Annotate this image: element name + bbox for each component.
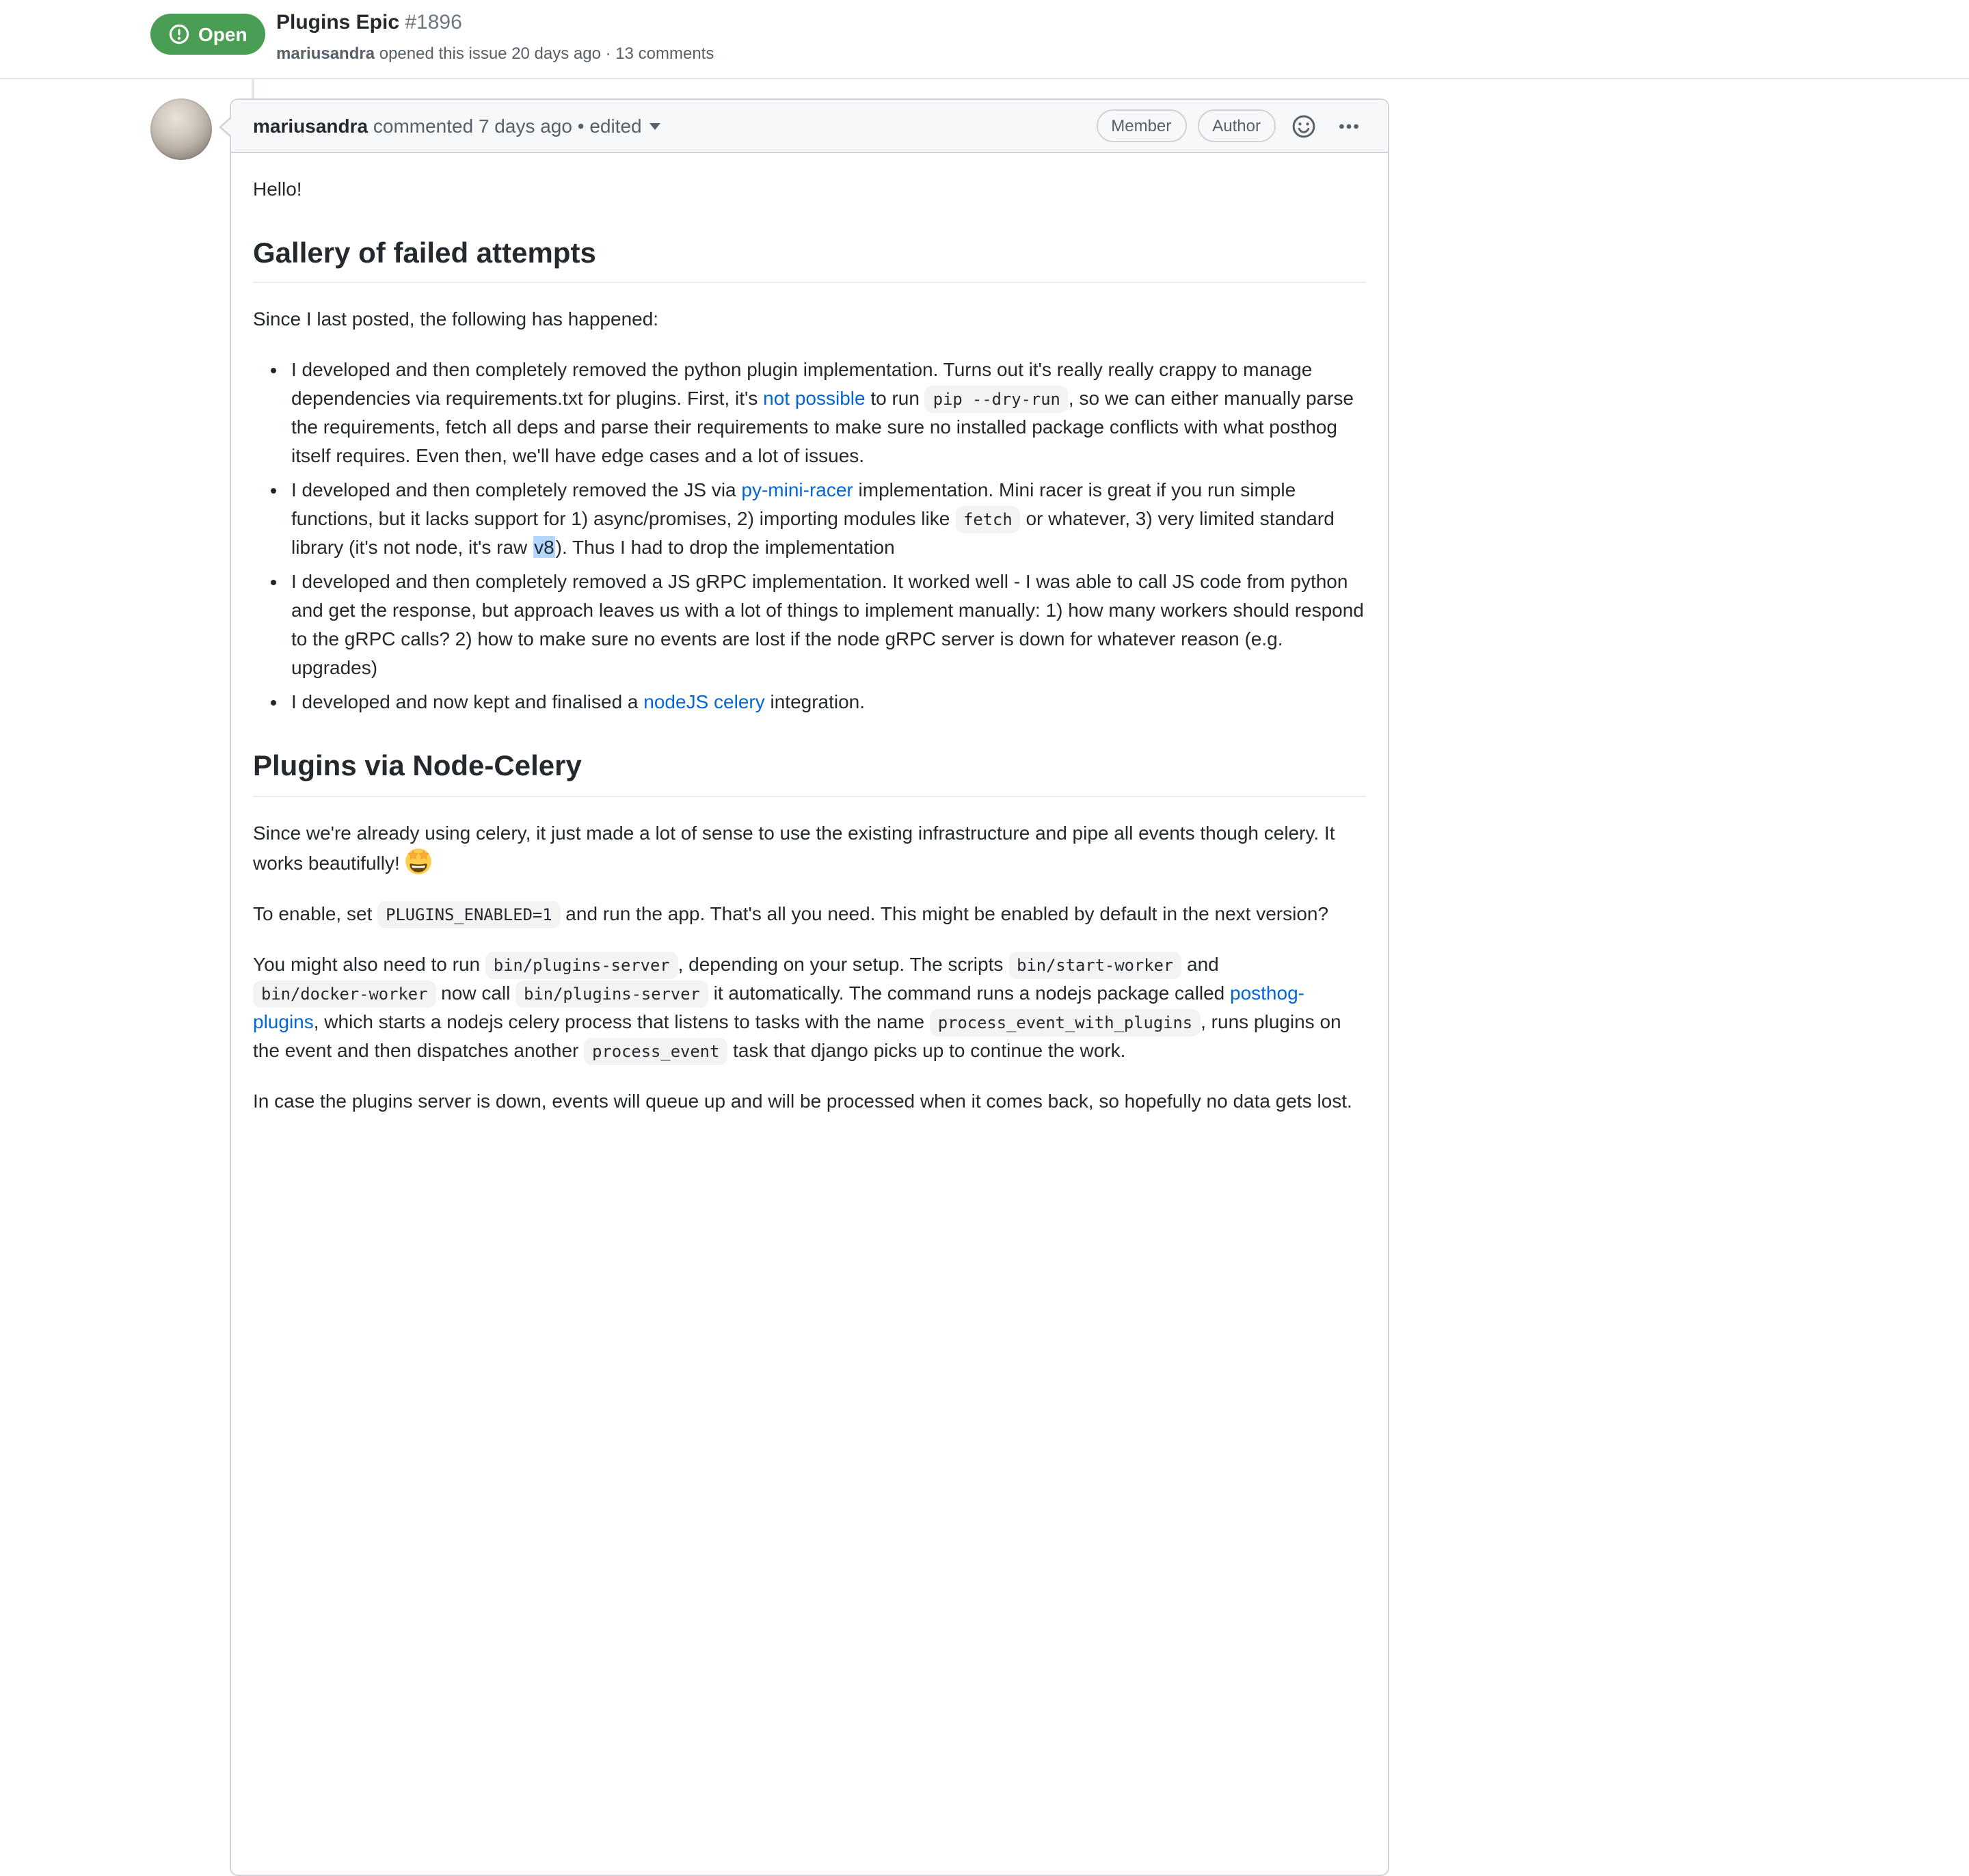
list-item: • I developed and then completely removed the JS via py-mini-racer implementation. Mini racer is great if you run simple functions, but it lacks support for 1) async/promises, 2) importing modules like fetch or whatever, 3) very limited standard library (it's not node, it's raw v8 ). Thus I had to drop the implementation: [291, 477, 1366, 563]
inline-code: pip --dry-run: [925, 386, 1069, 414]
paragraph: In case the plugins server is down, events will queue up and will be processed when it comes back, so hopefully no data gets lost.: [253, 1089, 1352, 1111]
paragraph: To enable, set PLUGINS_ENABLED=1 and run the app. That's all you need. This might be enabled by default in the next version?: [253, 899, 1366, 928]
issue-title-block: [276, 10, 714, 66]
section-heading: Plugins via Node-Celery: [253, 750, 1366, 797]
issue-meta-text: opened this issue 20 days ago · 13 comments: [375, 44, 714, 63]
author-badge: Author: [1197, 109, 1276, 142]
inline-code: fetch: [955, 507, 1021, 534]
inline-code: bin/start-worker: [1008, 951, 1181, 978]
issue-author-link[interactable]: mariusandra: [276, 44, 375, 63]
inline-code: bin/docker-worker: [253, 980, 436, 1007]
inline-code: process_event_with_plugins: [930, 1008, 1201, 1036]
paragraph: Hello!: [253, 178, 302, 200]
inline-link[interactable]: nodeJS celery: [643, 691, 765, 713]
paragraph: Since I last posted, the following has happened:: [253, 308, 659, 330]
triangle-down-icon: [650, 122, 661, 129]
member-badge: Member: [1096, 109, 1186, 142]
comment-meta: [253, 115, 661, 137]
edited-label: edited: [589, 115, 642, 137]
paragraph: Since we're already using celery, it just made a lot of sense to use the existing infrastructure and pipe all events though celery. It works beautifully!: [253, 821, 1335, 873]
comment-options-button[interactable]: [1332, 109, 1366, 143]
inline-code: process_event: [584, 1037, 727, 1064]
kebab-horizontal-icon: [1337, 114, 1361, 137]
inline-link[interactable]: not possible: [763, 387, 866, 410]
edited-separator: •: [577, 115, 585, 137]
inline-code: PLUGINS_ENABLED=1: [377, 900, 560, 928]
comment-card: [230, 98, 1389, 1876]
inline-link[interactable]: posthog-plugins: [253, 981, 1304, 1032]
issue-sticky-header: [0, 0, 1969, 79]
inline-code: bin/plugins-server: [485, 951, 678, 978]
add-reaction-button[interactable]: [1287, 109, 1321, 143]
bullet-list: [253, 356, 1366, 717]
selected-text: v8: [534, 536, 554, 559]
star-struck-emoji: [405, 847, 433, 874]
comment-author-link[interactable]: mariusandra: [253, 115, 369, 137]
issue-number: #1896: [405, 11, 462, 34]
avatar[interactable]: [150, 98, 212, 160]
inline-link[interactable]: py-mini-racer: [741, 479, 853, 501]
comment-header-actions: [1096, 109, 1366, 143]
issue-state-label: Open: [198, 23, 247, 45]
comment-caret-icon: [221, 116, 233, 138]
comment-body: [231, 153, 1388, 1170]
issue-state-badge: [150, 14, 265, 55]
smiley-icon: [1292, 114, 1315, 137]
issue-title: Plugins Epic: [276, 11, 400, 34]
paragraph: You might also need to run bin/plugins-server , depending on your setup. The scripts bin/start-worker and bin/docker-worker now call bin/plugins-server it automatically. The command runs a nodejs package called posthog-plugins, which starts a nodejs celery process that listens to tasks with the name process_event_with_plugins , runs plugins on the event and then dispatches another process_event task that django picks up to continue the work.: [253, 950, 1366, 1064]
inline-code: bin/plugins-server: [515, 980, 708, 1007]
edited-dropdown[interactable]: [589, 115, 660, 137]
issue-meta: [276, 41, 714, 66]
list-item: • I developed and then completely removed a JS gRPC implementation. It worked well - I was able to call JS code from python and get the response, but approach leaves us with a lot of things to implement manually: 1) how many workers should respond to the gRPC calls? 2) how to make sure no events are lost if the node gRPC server is down for whatever reason (e.g. upgrades): [291, 568, 1366, 683]
list-item: • I developed and then completely removed the python plugin implementation. Turns out it's really really crappy to manage dependencies via requirements.txt for plugins. First, it's not possible to run pip --dry-run , so we can either manually parse the requirements, fetch all deps and parse their requirements to make sure no installed package conflicts with what posthog itself requires. Even then, we'll have edge cases and a lot of issues.: [291, 356, 1366, 471]
list-item: • I developed and now kept and finalised a nodeJS celery integration.: [291, 688, 1366, 717]
issue-opened-icon: [168, 23, 190, 45]
comment-action-text: commented 7 days ago: [373, 115, 572, 137]
section-heading: Gallery of failed attempts: [253, 237, 1366, 284]
comment-header: [231, 100, 1388, 153]
